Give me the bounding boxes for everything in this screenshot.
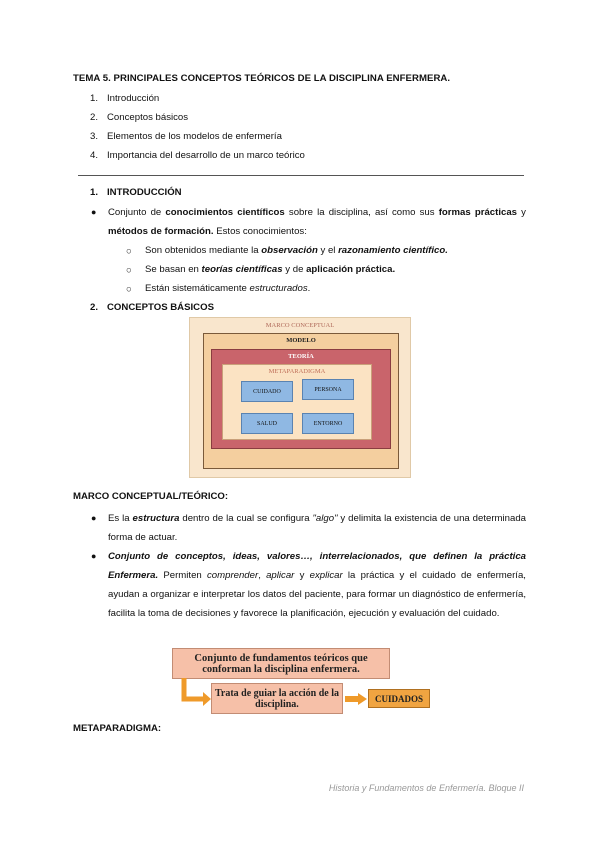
- bullet-dot: ●: [91, 207, 97, 217]
- modelo-box: [203, 333, 399, 469]
- toc-item: [90, 93, 159, 104]
- teoria-box: [211, 349, 391, 449]
- section-number: 2.: [90, 302, 99, 313]
- metaparadigma-heading: METAPARADIGMA:: [73, 723, 162, 734]
- toc-text: Conceptos básicos: [107, 112, 189, 123]
- sub-bullet-text: Están sistemáticamente estructurados.: [145, 283, 311, 294]
- connector-arrow-icon: [176, 678, 212, 712]
- salud-box: SALUD: [241, 413, 293, 434]
- bullet-dot: ●: [91, 513, 97, 523]
- toc-number: 1.: [90, 93, 99, 104]
- modelo-label: MODELO: [286, 337, 316, 344]
- toc-number: 4.: [90, 150, 99, 161]
- persona-box: PERSONA: [302, 379, 354, 400]
- page-title: TEMA 5. PRINCIPALES CONCEPTOS TEÓRICOS DE LA DISCIPLINA ENFERMERA.: [73, 73, 451, 84]
- sub-bullet-text: Son obtenidos mediante la observación y el razonamiento científico.: [145, 245, 448, 256]
- conceptual-framework-diagram: [189, 317, 411, 478]
- entorno-box: ENTORNO: [302, 413, 354, 434]
- section-heading-introduccion: [90, 187, 182, 198]
- cuidados-box: CUIDADOS: [368, 689, 430, 708]
- intro-paragraph: Conjunto de conocimientos científicos sobre la disciplina, así como sus formas prácticas y métodos de formación. Estos conocimientos:: [108, 207, 526, 237]
- fundamentos-box: Conjunto de fundamentos teóricos que conforman la disciplina enfermera.: [172, 648, 390, 679]
- metaparadigma-box: [222, 364, 372, 440]
- toc-text: Introducción: [107, 93, 160, 104]
- toc-item: [90, 112, 188, 123]
- marco-paragraph-1: Es la estructura dentro de la cual se configura "algo" y delimita la existencia de una determinada forma de actuar.: [108, 513, 527, 543]
- section-heading-conceptos: [90, 302, 214, 313]
- cuidado-box: CUIDADO: [241, 381, 293, 402]
- sub-bullet-text: Se basan en teorías científicas y de aplicación práctica.: [145, 264, 396, 275]
- toc-item: [90, 131, 282, 142]
- sub-bullet-circle: ○: [126, 246, 132, 257]
- toc-text: Elementos de los modelos de enfermería: [107, 131, 282, 142]
- page-footer: Historia y Fundamentos de Enfermería. Bloque II: [328, 783, 524, 793]
- toc-number: 3.: [90, 131, 99, 142]
- section-number: 1.: [90, 187, 99, 198]
- right-arrow-icon: [345, 693, 367, 705]
- sub-bullet-circle: ○: [126, 284, 132, 295]
- toc-text: Importancia del desarrollo de un marco teórico: [107, 150, 305, 161]
- section-title: INTRODUCCIÓN: [107, 187, 182, 198]
- bullet-dot: ●: [91, 551, 97, 561]
- sub-bullet-circle: ○: [126, 265, 132, 276]
- teoria-label: TEORÍA: [288, 353, 314, 360]
- metaparadigma-label: METAPARADIGMA: [268, 368, 326, 375]
- divider: [78, 175, 524, 176]
- marco-paragraph-2: Conjunto de conceptos, ideas, valores…, interrelacionados, que definen la práctica Enfermera. Permiten comprender, aplicar y explicar la práctica y el cuidado de enfermería, ayudan a organizar e interpretar los datos del paciente, para formar un diagnóstico de enfermería, facilita la toma de decisiones y favorece la planificación, ejecución y evaluación del cuidado.: [108, 551, 526, 619]
- toc-number: 2.: [90, 112, 99, 123]
- marco-heading: MARCO CONCEPTUAL/TEÓRICO:: [73, 491, 229, 502]
- marco-conceptual-label: MARCO CONCEPTUAL: [265, 322, 335, 329]
- section-title: CONCEPTOS BÁSICOS: [107, 302, 214, 313]
- toc-item: [90, 150, 305, 161]
- guiar-accion-box: Trata de guiar la acción de la disciplina.: [211, 683, 343, 714]
